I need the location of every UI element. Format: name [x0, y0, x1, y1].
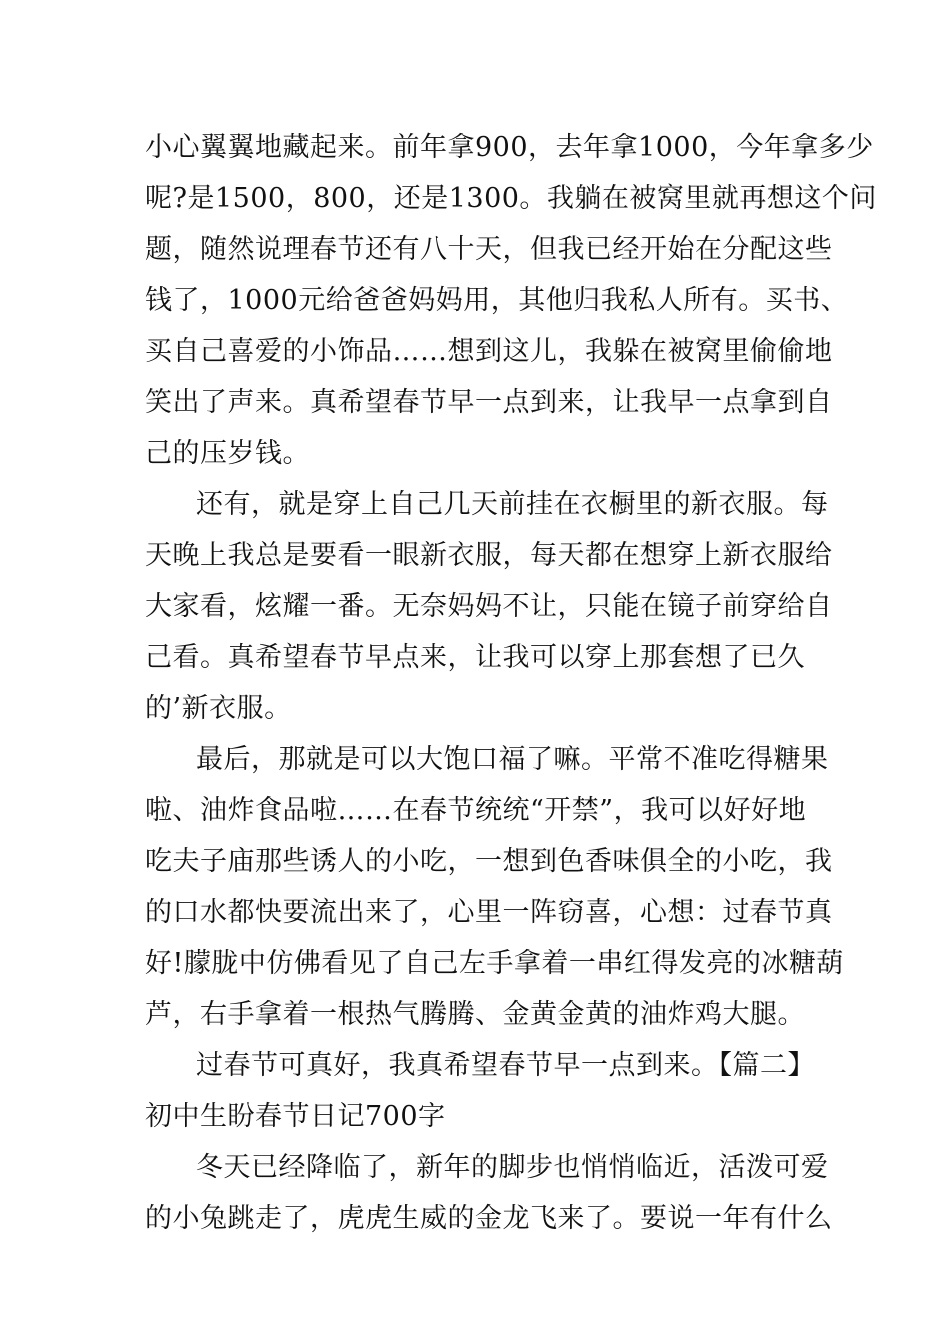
- text-line: 钱了，1000元给爸爸妈妈用，其他归我私人所有。买书、: [145, 285, 849, 316]
- text-line: 笑出了声来。真希望春节早一点到来，让我早一点拿到自: [145, 387, 833, 418]
- paragraph-first-line: 冬天已经降临了，新年的脚步也悄悄临近，活泼可爱: [196, 1152, 829, 1183]
- text-line: 己看。真希望春节早点来，让我可以穿上那套想了已久: [145, 642, 805, 673]
- text-line: 的口水都快要流出来了，心里一阵窃喜，心想：过春节真: [145, 897, 833, 928]
- text-line: 己的压岁钱。: [145, 438, 310, 469]
- paragraph-first-line: 还有，就是穿上自己几天前挂在衣橱里的新衣服。每: [196, 489, 829, 520]
- text-line: 吃夫子庙那些诱人的小吃，一想到色香味俱全的小吃，我: [145, 846, 833, 877]
- section-heading: 初中生盼春节日记700字: [145, 1101, 446, 1132]
- text-line: 好!朦胧中仿佛看见了自己左手拿着一串红得发亮的冰糖葫: [145, 948, 844, 979]
- text-line: 的’新衣服。: [145, 693, 292, 724]
- text-line: 的小兔跳走了，虎虎生威的金龙飞来了。要说一年有什么: [145, 1203, 833, 1234]
- text-line: 大家看，炫耀一番。无奈妈妈不让，只能在镜子前穿给自: [145, 591, 833, 622]
- text-line: 啦、油炸食品啦……在春节统统“开禁”，我可以好好地: [145, 795, 807, 826]
- text-line: 小心翼翼地藏起来。前年拿900，去年拿1000，今年拿多少: [145, 132, 874, 163]
- text-line: 买自己喜爱的小饰品……想到这儿，我躲在被窝里偷偷地: [145, 336, 833, 367]
- paragraph-first-line: 最后，那就是可以大饱口福了嘛。平常不准吃得糖果: [196, 744, 829, 775]
- text-line: 题，随然说理春节还有八十天，但我已经开始在分配这些: [145, 234, 833, 265]
- paragraph-first-line: 过春节可真好，我真希望春节早一点到来。【篇二】: [196, 1050, 815, 1081]
- text-line: 天晚上我总是要看一眼新衣服，每天都在想穿上新衣服给: [145, 540, 833, 571]
- text-line: 芦，右手拿着一根热气腾腾、金黄金黄的油炸鸡大腿。: [145, 999, 805, 1030]
- text-line: 呢?是1500，800，还是1300。我躺在被窝里就再想这个问: [145, 183, 877, 214]
